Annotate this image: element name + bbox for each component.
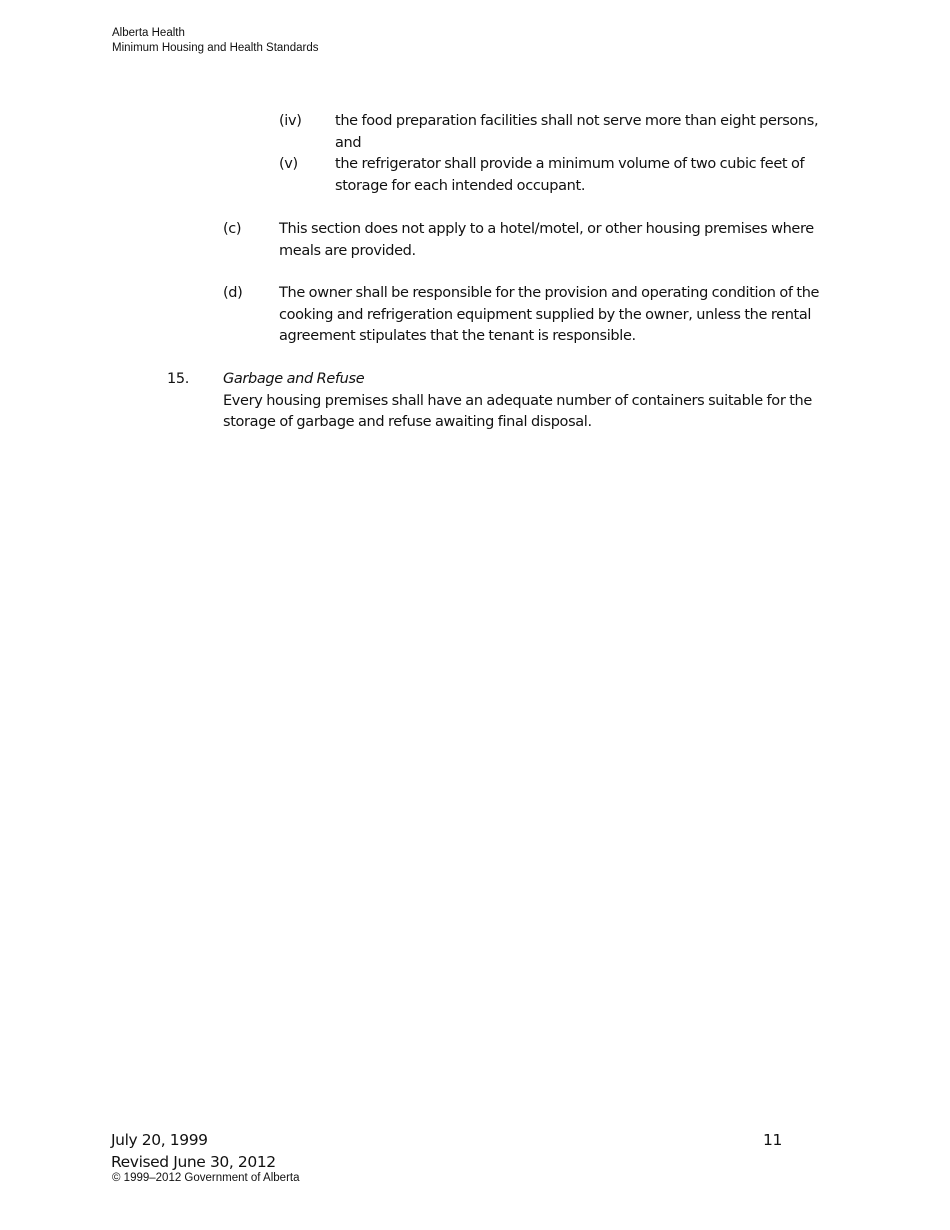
- header-document-title: Minimum Housing and Health Standards: [112, 42, 319, 54]
- footer-copyright: © 1999–2012 Government of Alberta: [112, 1172, 300, 1184]
- section-number: 15.: [167, 371, 190, 387]
- list-item-marker: (c): [223, 221, 242, 237]
- section-text: Every housing premises shall have an adequate number of containers suitable for the storage of garbage and refuse awaiting final disposal.: [223, 392, 812, 430]
- page-number: 11: [763, 1131, 782, 1149]
- section-content: [223, 369, 843, 434]
- list-item-text: The owner shall be responsible for the provision and operating condition of the cooking and refrigeration equipment supplied by the owner, unless the rental agreement stipulates that the tenant is responsible.: [279, 285, 820, 344]
- list-item-text: the food preparation facilities shall not serve more than eight persons, and: [335, 113, 819, 151]
- list-item-text: the refrigerator shall provide a minimum volume of two cubic feet of storage for each intended occupant.: [335, 156, 805, 194]
- list-item-marker: (v): [279, 156, 298, 172]
- header-organization: Alberta Health: [112, 27, 185, 39]
- list-item-text: This section does not apply to a hotel/motel, or other housing premises where meals are provided.: [279, 221, 814, 259]
- list-item-marker: (d): [223, 285, 243, 301]
- footer-date: July 20, 1999: [111, 1131, 208, 1149]
- section-title: Garbage and Refuse: [223, 371, 365, 387]
- footer-revised-date: Revised June 30, 2012: [111, 1153, 276, 1171]
- list-item-marker: (iv): [279, 113, 302, 129]
